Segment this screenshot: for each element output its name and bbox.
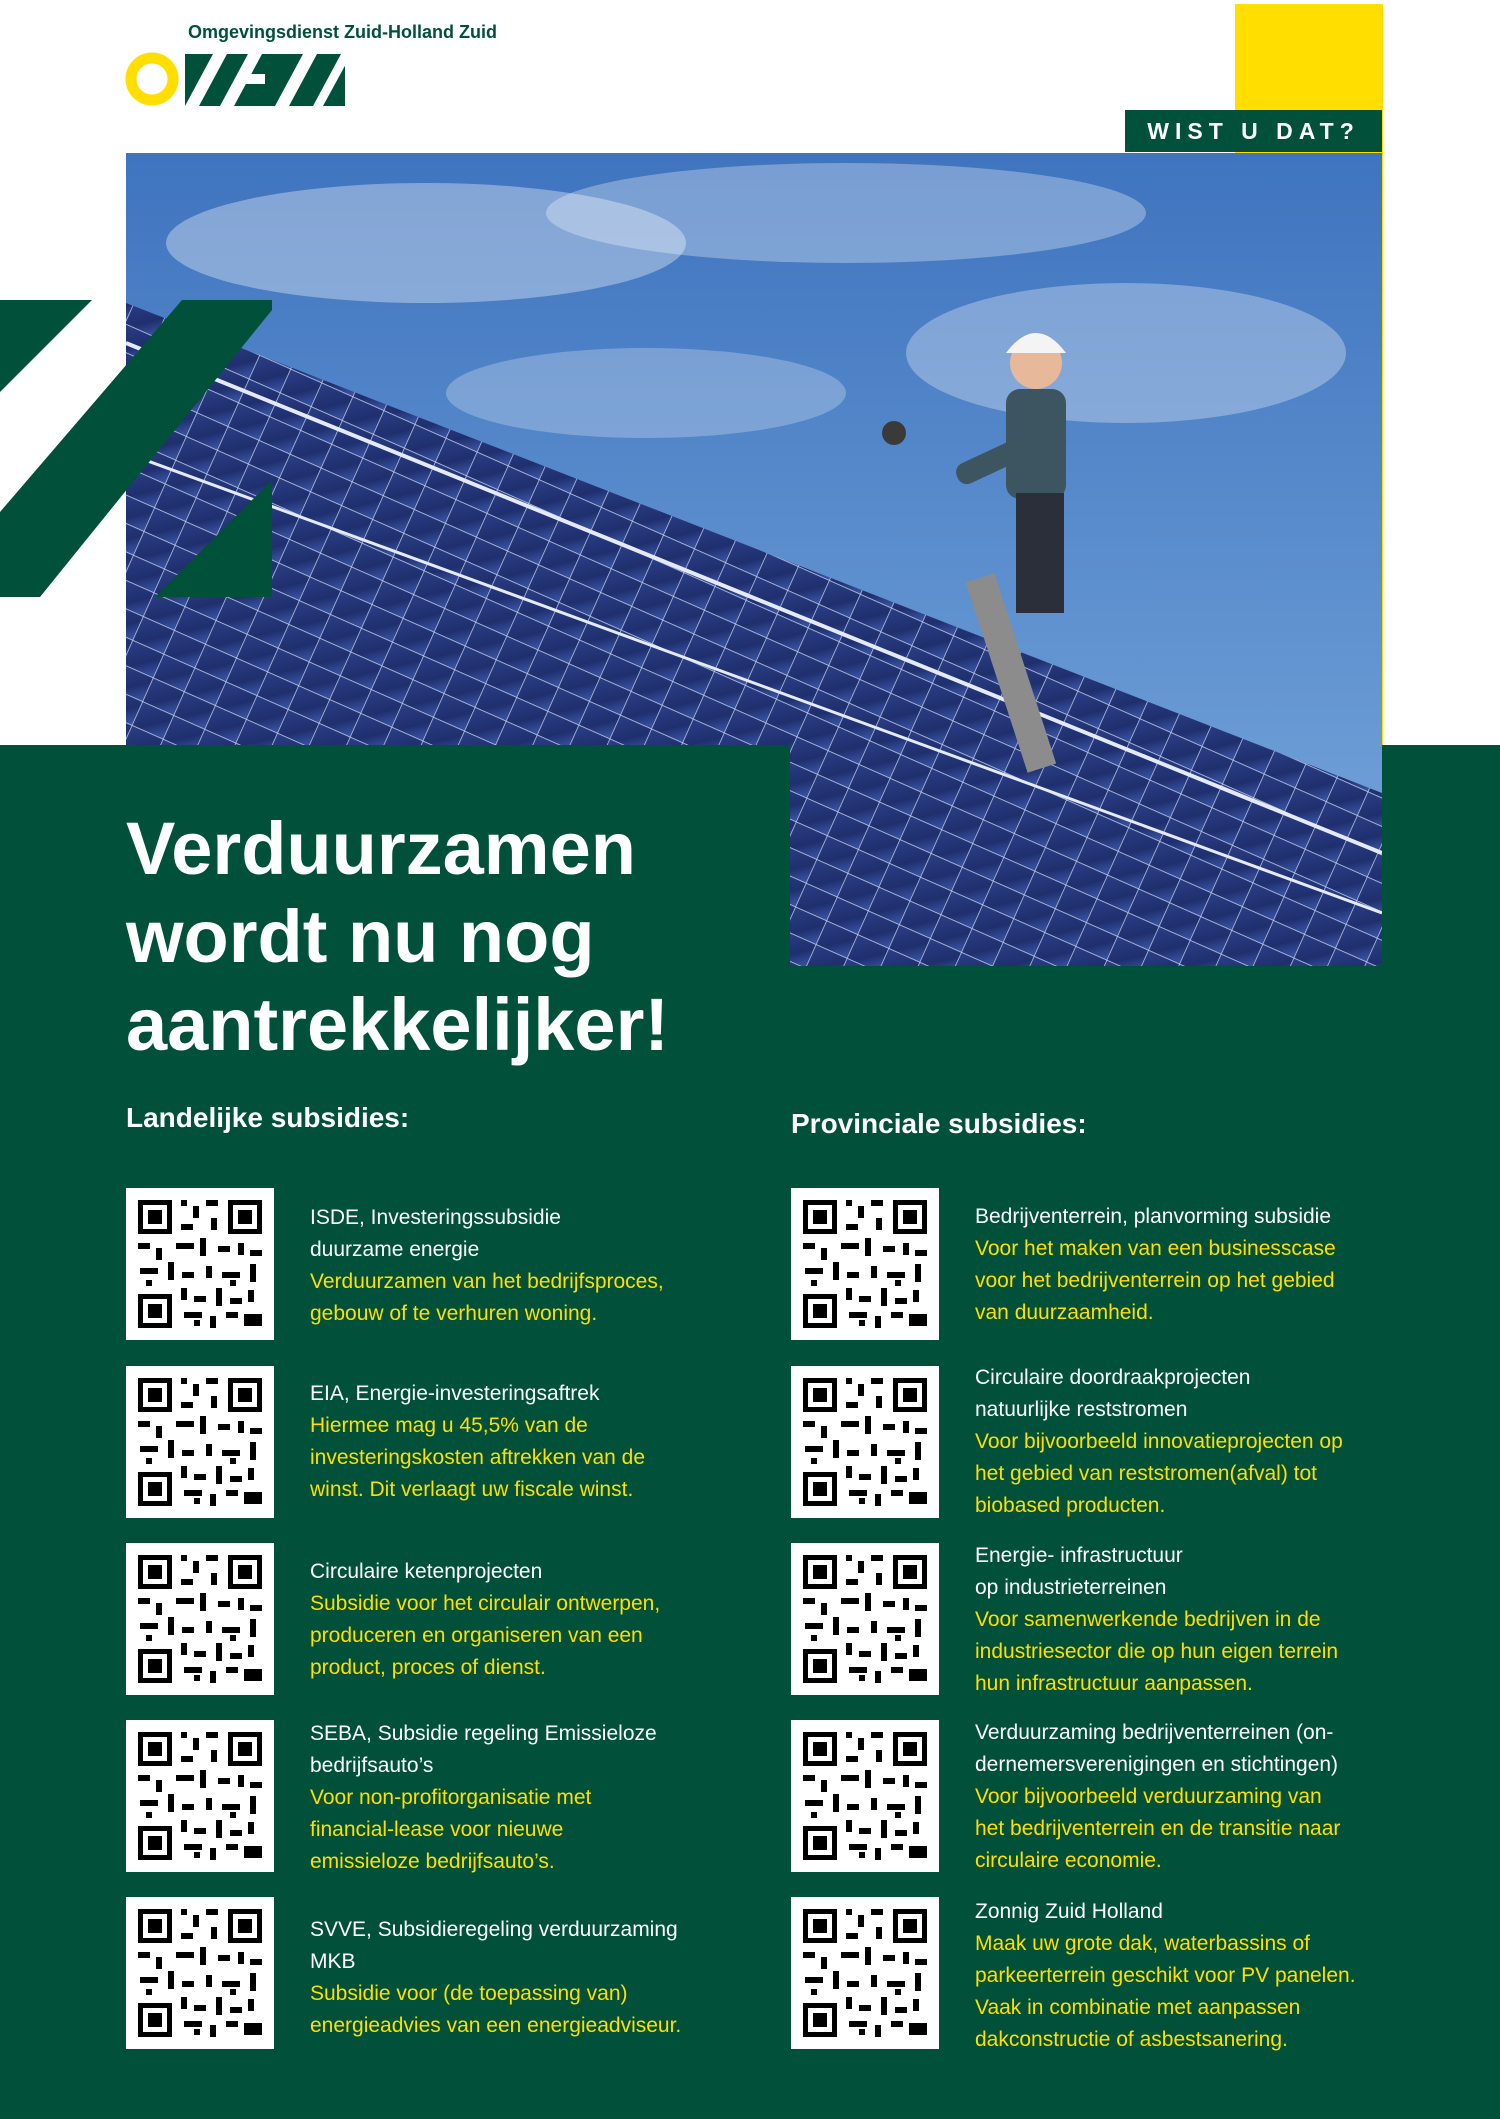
qr-code-circulaire-keten[interactable] xyxy=(126,1543,274,1695)
item-title: Verduurzaming bedrijventerreinen (on- xyxy=(975,1721,1334,1744)
item-description: Voor bijvoorbeeld innovatieprojecten op xyxy=(975,1430,1343,1453)
item-description: parkeerterrein geschikt voor PV panelen. xyxy=(975,1964,1356,1987)
item-title: MKB xyxy=(310,1950,356,1973)
headline-line: Verduurzamen xyxy=(126,807,636,890)
item-description: Hiermee mag u 45,5% van de xyxy=(310,1414,588,1437)
item-title: SVVE, Subsidieregeling verduurzaming xyxy=(310,1918,678,1941)
item-title: bedrijfsauto’s xyxy=(310,1754,434,1777)
page-headline xyxy=(126,805,826,1069)
organisation-name: Omgevingsdienst Zuid-Holland Zuid xyxy=(188,22,497,42)
item-description: het gebied van reststromen(afval) tot xyxy=(975,1462,1318,1485)
item-description: biobased producten. xyxy=(975,1494,1166,1517)
qr-code-seba[interactable] xyxy=(126,1720,274,1872)
item-title: Energie- infrastructuur xyxy=(975,1544,1183,1567)
subsidy-item-eia xyxy=(310,1378,730,1506)
item-title: EIA, Energie-investeringsaftrek xyxy=(310,1382,600,1405)
item-description: Verduurzamen van het bedrijfsproces, xyxy=(310,1270,664,1293)
item-description: Voor het maken van een businesscase xyxy=(975,1237,1336,1260)
item-description: voor het bedrijventerrein op het gebied xyxy=(975,1269,1335,1292)
item-description: het bedrijventerrein en de transitie naar xyxy=(975,1817,1341,1840)
item-title: Bedrijventerrein, planvorming subsidie xyxy=(975,1205,1332,1228)
qr-code-isde[interactable] xyxy=(126,1188,274,1340)
subsidy-item-circulaire-keten xyxy=(310,1556,730,1684)
qr-code-eia[interactable] xyxy=(126,1366,274,1518)
item-description: industriesector die op hun eigen terrein xyxy=(975,1640,1339,1663)
item-description: emissieloze bedrijfsauto’s. xyxy=(310,1850,555,1873)
item-title: ISDE, Investeringssubsidie xyxy=(310,1206,561,1229)
item-description: van duurzaamheid. xyxy=(975,1301,1154,1324)
decorative-chevrons xyxy=(0,300,275,605)
item-description: energieadvies van een energieadviseur. xyxy=(310,2014,682,2037)
subsidy-item-seba xyxy=(310,1718,730,1878)
qr-code-zonnig-zuid-holland[interactable] xyxy=(791,1897,939,2049)
qr-code-energie-infrastructuur[interactable] xyxy=(791,1543,939,1695)
item-description: Vaak in combinatie met aanpassen xyxy=(975,1996,1301,2019)
subsidy-item-verduurzaming-bedrijventerreinen xyxy=(975,1717,1405,1877)
provincial-subsidies-heading: Provinciale subsidies: xyxy=(791,1108,1087,1139)
ozhz-logo-icon xyxy=(125,52,350,112)
item-description: dakconstructie of asbestsanering. xyxy=(975,2028,1288,2051)
item-description: investeringskosten aftrekken van de xyxy=(310,1446,646,1469)
item-title: natuurlijke reststromen xyxy=(975,1398,1188,1421)
item-description: gebouw of te verhuren woning. xyxy=(310,1302,598,1325)
subsidy-item-bedrijventerrein xyxy=(975,1201,1405,1329)
subsidy-item-zonnig-zuid-holland xyxy=(975,1896,1405,2056)
subsidy-item-circulaire-doordraak xyxy=(975,1362,1405,1522)
item-description: hun infrastructuur aanpassen. xyxy=(975,1672,1253,1695)
item-title: duurzame energie xyxy=(310,1238,480,1261)
item-description: Voor samenwerkende bedrijven in de xyxy=(975,1608,1321,1631)
item-description: Voor bijvoorbeeld verduurzaming van xyxy=(975,1785,1322,1808)
item-description: circulaire economie. xyxy=(975,1849,1162,1872)
item-title: Zonnig Zuid Holland xyxy=(975,1900,1163,1923)
qr-code-svve[interactable] xyxy=(126,1897,274,2049)
subsidy-item-isde xyxy=(310,1202,730,1330)
headline-line: wordt nu nog xyxy=(126,895,595,978)
item-description: product, proces of dienst. xyxy=(310,1656,546,1679)
item-title: Circulaire doordraakprojecten xyxy=(975,1366,1251,1389)
qr-code-verduurzaming-bedrijventerreinen[interactable] xyxy=(791,1720,939,1872)
item-description: Voor non-profitorganisatie met xyxy=(310,1786,592,1809)
item-description: financial-lease voor nieuwe xyxy=(310,1818,564,1841)
item-description: Subsidie voor (de toepassing van) xyxy=(310,1982,628,2005)
headline-line: aantrekkelijker! xyxy=(126,983,670,1066)
subsidy-item-energie-infrastructuur xyxy=(975,1540,1405,1700)
qr-code-bedrijventerrein[interactable] xyxy=(791,1188,939,1340)
item-title: Circulaire ketenprojecten xyxy=(310,1560,543,1583)
item-title: op industrieterreinen xyxy=(975,1576,1167,1599)
national-subsidies-heading: Landelijke subsidies: xyxy=(126,1102,410,1133)
item-description: Subsidie voor het circulair ontwerpen, xyxy=(310,1592,661,1615)
qr-code-circulaire-doordraak[interactable] xyxy=(791,1366,939,1518)
item-description: Maak uw grote dak, waterbassins of xyxy=(975,1932,1310,1955)
item-description: produceren en organiseren van een xyxy=(310,1624,643,1647)
item-title: dernemersverenigingen en stichtingen) xyxy=(975,1753,1339,1776)
subsidy-item-svve xyxy=(310,1914,730,2042)
did-you-know-badge: WIST U DAT? xyxy=(1125,110,1382,152)
item-title: SEBA, Subsidie regeling Emissieloze xyxy=(310,1722,657,1745)
item-description: winst. Dit verlaagt uw fiscale winst. xyxy=(310,1478,634,1501)
